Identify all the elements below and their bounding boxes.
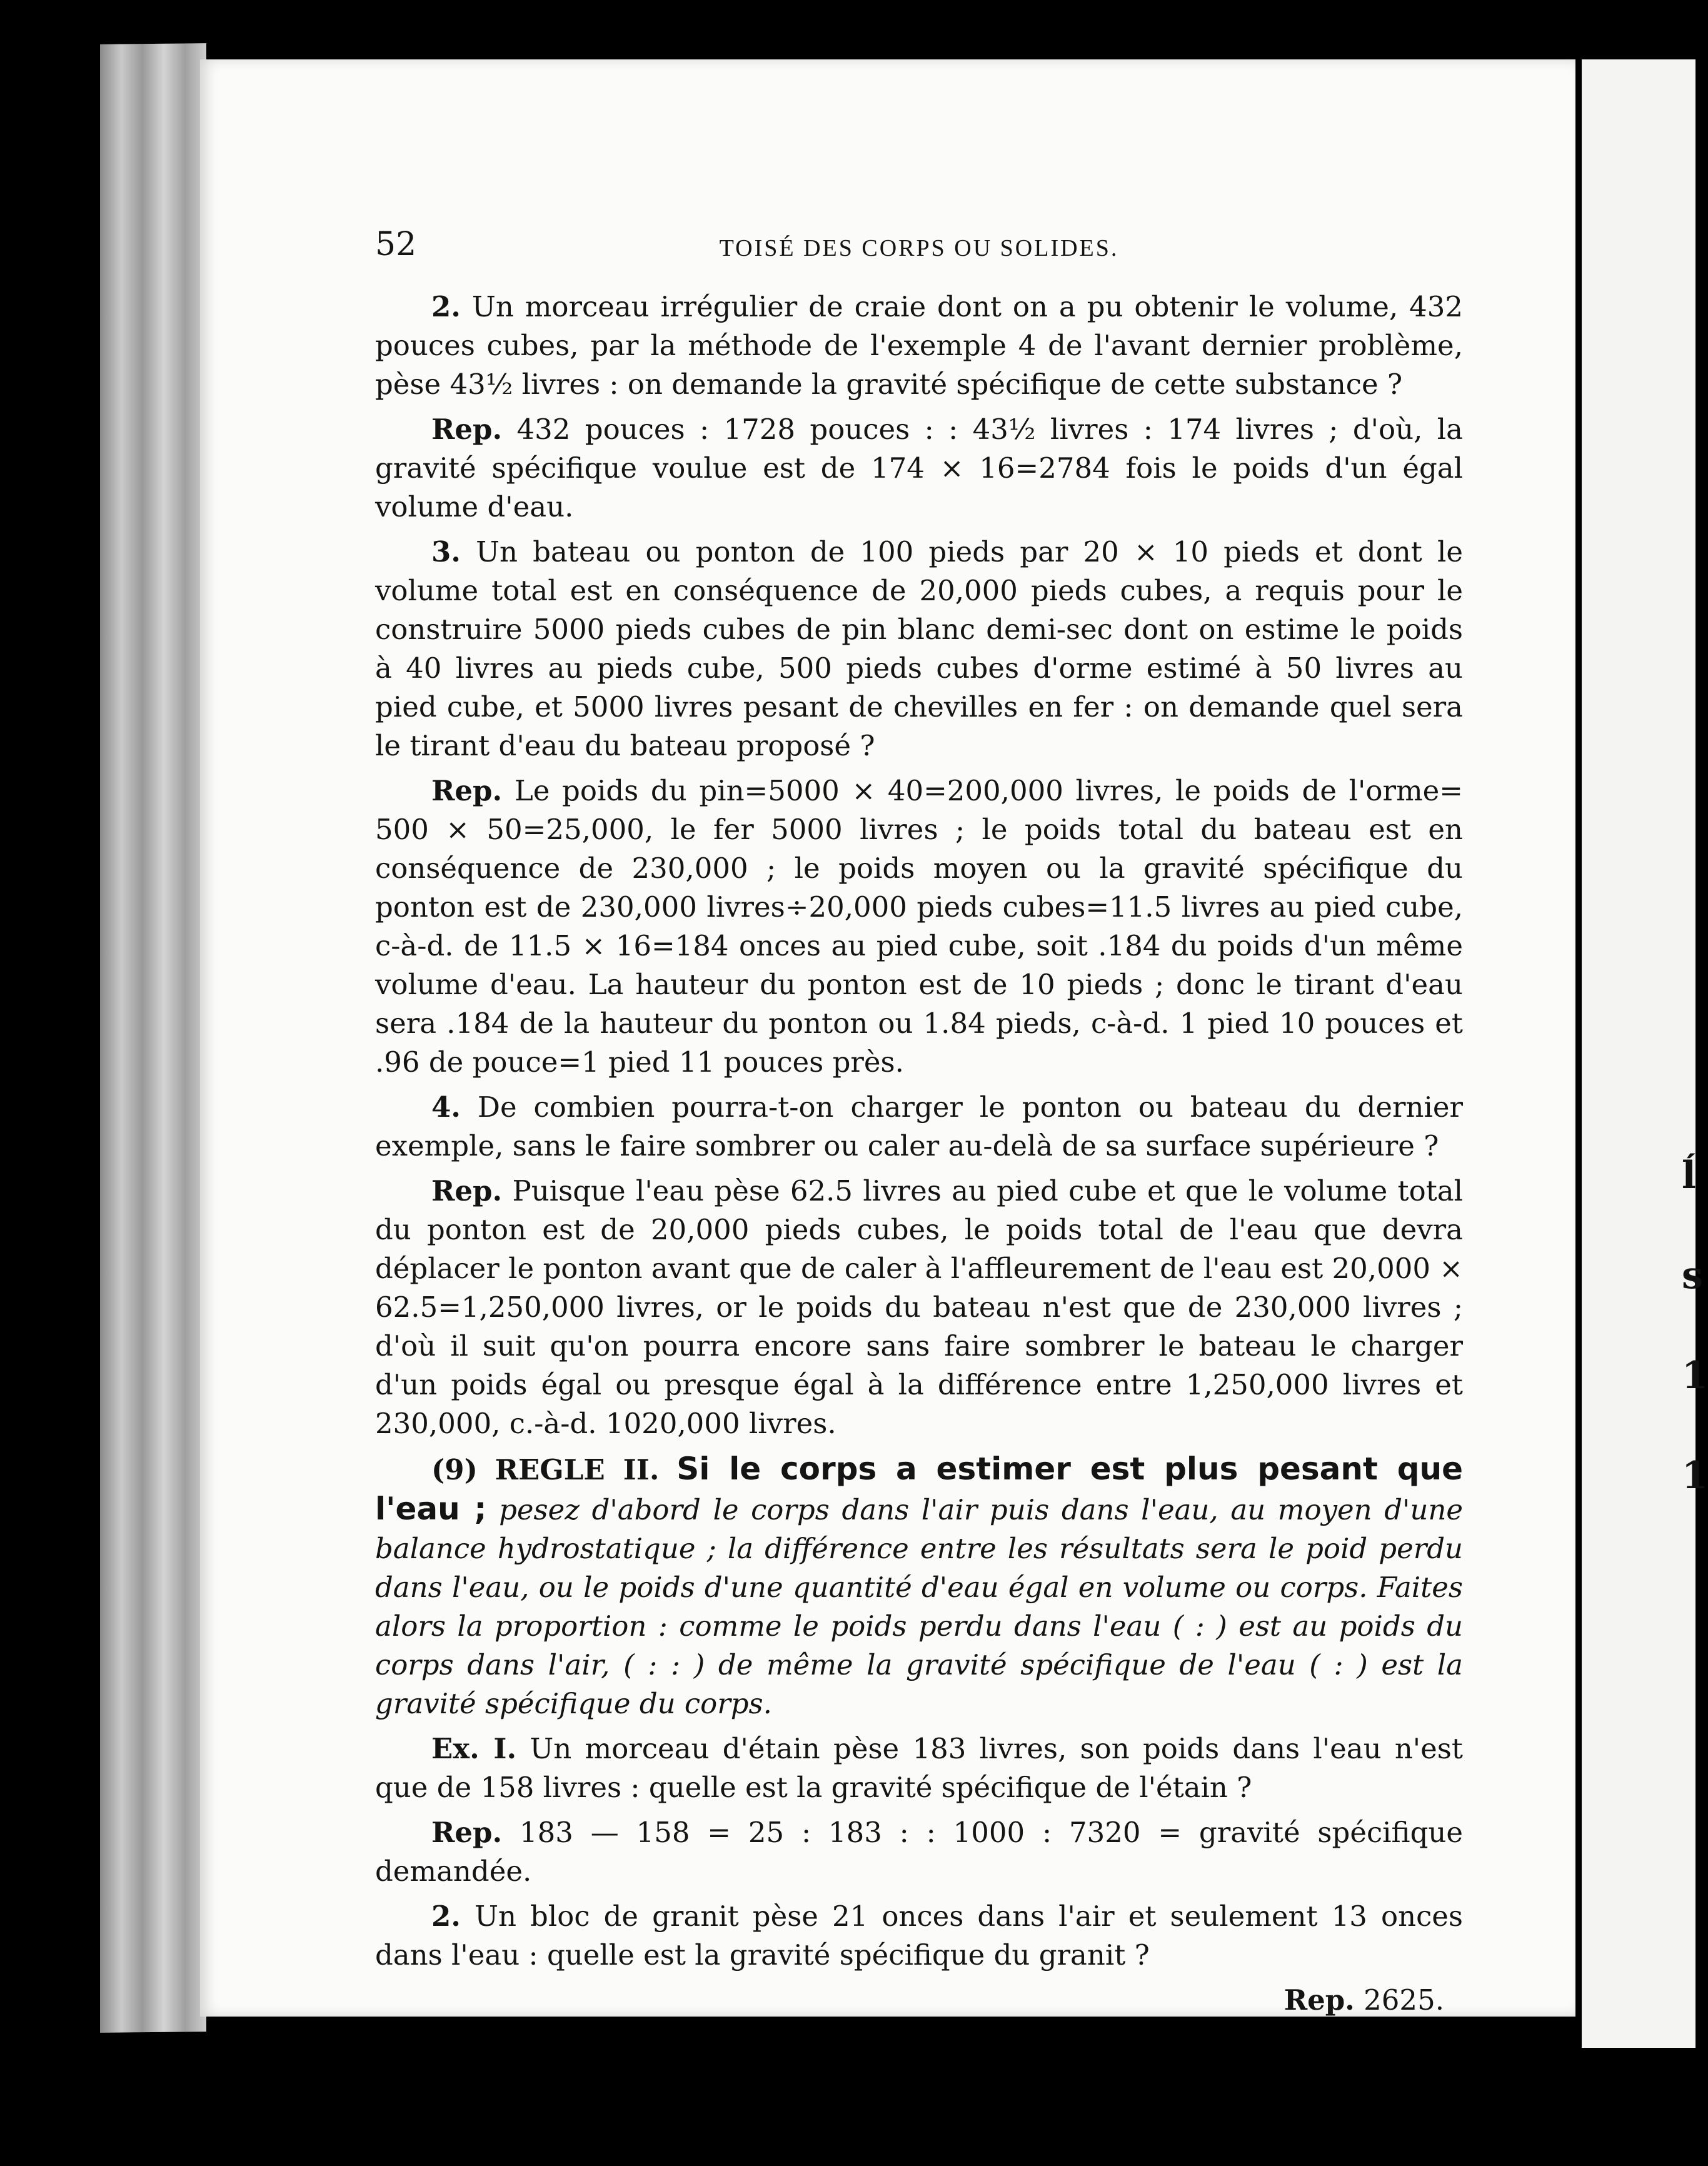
answer-4 xyxy=(375,1172,1463,1443)
example-1 xyxy=(375,1730,1463,1807)
problem-3 xyxy=(375,533,1463,765)
answer-label: Rep. xyxy=(431,774,503,807)
rule-2 xyxy=(375,1449,1463,1723)
answer-label: Rep. xyxy=(431,1816,503,1849)
example-2-answer xyxy=(375,1981,1463,2020)
answer-text: 432 pouces : 1728 pouces : : 43½ livres : 174 livres ; d'où, la gravité spécifique voulue est de 174 × 16=2784 fois le poids d'un égal volume d'eau. xyxy=(375,413,1463,523)
problem-text: Un morceau irrégulier de craie dont on a pu obtenir le volume, 432 pouces cubes, par la méthode de l'exemple 4 de l'avant dernier problème, pèse 43½ livres : on demande la gravité spécifique de cette substance ? xyxy=(375,290,1463,401)
answer-label: Rep. xyxy=(431,1174,503,1207)
answer-text: Le poids du pin=5000 × 40=200,000 livres, le poids de l'orme= 500 × 50=25,000, le fer 5000 livres ; le poids total du bateau est en conséquence de 230,000 ; le poids moyen ou la gravité spécifique du ponton est de 230,000 livres÷20,000 pieds cubes=11.5 livres au pied cube, c-à-d. de 11.5 × 16=184 onces au pied cube, soit .184 du poids d'un même volume d'eau. La hauteur du ponton est de 10 pieds ; donc le tirant d'eau sera .184 de la hauteur du ponton ou 1.84 pieds, c-à-d. 1 pied 10 pouces et .96 de pouce=1 pied 11 pouces près. xyxy=(375,774,1464,1079)
example-2 xyxy=(375,1897,1463,1975)
problem-number: 4. xyxy=(431,1091,461,1124)
margin-char: 1 xyxy=(1682,1354,1708,1398)
rule-title: REGLE II. xyxy=(495,1453,660,1486)
page-edges xyxy=(100,43,206,2033)
example-number: 2. xyxy=(431,1900,461,1933)
answer-text: 183 — 158 = 25 : 183 : : 1000 : 7320 = gravité spécifique demandée. xyxy=(375,1816,1463,1888)
margin-char: s xyxy=(1682,1254,1703,1297)
answer-value: 2625. xyxy=(1364,1983,1444,2017)
answer-label: Rep. xyxy=(431,413,503,446)
example-text: Un morceau d'étain pèse 183 livres, son poids dans l'eau n'est que de 158 livres : quelle est la gravité spécifique de l'étain ? xyxy=(375,1732,1463,1804)
margin-char: 1 xyxy=(1682,1454,1708,1498)
margin-char: ĺ xyxy=(1682,1154,1696,1197)
problem-number: 2. xyxy=(431,290,461,323)
running-head xyxy=(375,225,1463,269)
answer-text: Puisque l'eau pèse 62.5 livres au pied cube et que le volume total du ponton est de 20,000 pieds cubes, le poids total de l'eau que devra déplacer le ponton avant que de caler à l'affleurement de l'eau est 20,000 × 62.5=1,250,000 livres, or le poids du bateau n'est que de 230,000 livres ; d'où il suit qu'on pourra encore sans faire sombrer le bateau le charger d'un poids égal ou presque égal à la différence entre 1,250,000 livres et 230,000, c.-à-d. 1020,000 livres. xyxy=(375,1174,1463,1440)
example-text: Un bloc de granit pèse 21 onces dans l'air et seulement 13 onces dans l'eau : quelle est la gravité spécifique du granit ? xyxy=(375,1900,1463,1972)
page-number: 52 xyxy=(375,226,417,263)
rule-number: (9) xyxy=(431,1453,478,1486)
rule-body: pesez d'abord le corps dans l'air puis dans l'eau, au moyen d'une balance hydrostatique ; la différence entre les résultats sera le poid perdu dans l'eau, ou le poids d'une quantité d'eau égal en volume ou corps. Faites alors la proportion : comme le poids perdu dans l'eau ( : ) est au poids du corps dans l'air, ( : : ) de même la gravité spécifique de l'eau ( : ) est la gravité spécifique du corps. xyxy=(375,1493,1463,1720)
rule-heading: Si le corps a estimer est plus pesant que l'eau ; xyxy=(375,1451,1464,1527)
answer-3 xyxy=(375,772,1463,1082)
problem-number: 3. xyxy=(431,535,461,568)
facing-page-margin-text xyxy=(1682,1126,1708,1526)
problem-text: De combien pourra-t-on charger le ponton ou bateau du dernier exemple, sans le faire sombrer ou caler au-delà de sa surface supérieure ? xyxy=(375,1091,1463,1162)
problem-4 xyxy=(375,1088,1463,1166)
example-label: Ex. I. xyxy=(431,1732,517,1765)
page-content xyxy=(375,225,1463,2026)
example-1-answer xyxy=(375,1813,1463,1891)
problem-text: Un bateau ou ponton de 100 pieds par 20 × 10 pieds et dont le volume total est en conséquence de 20,000 pieds cubes, a requis pour le construire 5000 pieds cubes de pin blanc demi-sec dont on estime le poids à 40 livres au pieds cube, 500 pieds cubes d'orme estimé à 50 livres au pied cube, et 5000 livres pesant de chevilles en fer : on demande quel sera le tirant d'eau du bateau proposé ? xyxy=(375,535,1464,762)
answer-2 xyxy=(375,410,1463,526)
page-title: TOISÉ DES CORPS OU SOLIDES. xyxy=(719,235,1119,261)
facing-page-edge xyxy=(1582,59,1708,2048)
problem-2 xyxy=(375,288,1463,404)
answer-label: Rep. xyxy=(1284,1983,1355,2017)
